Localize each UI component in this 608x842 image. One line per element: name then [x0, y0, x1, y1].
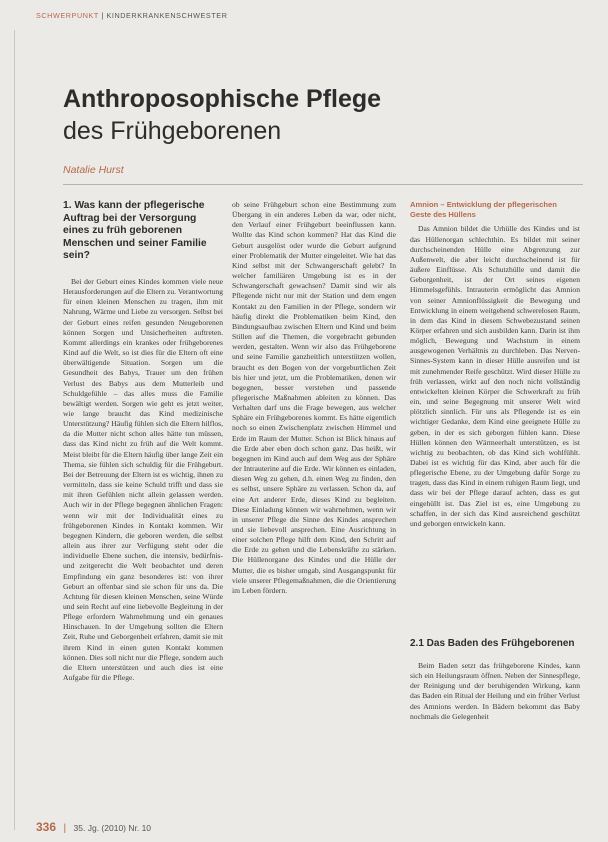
text-column-1 [63, 200, 223, 800]
article-title-line2: des Frühgeborenen [63, 117, 282, 145]
question-heading: 1. Was kann der pflegerische Auftrag bei der Versorgung eines zu früh geborenen Menschen und seiner Familie sein? [63, 200, 207, 262]
text-column-2 [232, 200, 396, 800]
page-footer [36, 818, 151, 832]
header-separator: | [101, 11, 107, 20]
column3-body: Das Amnion bildet die Urhülle des Kindes und ist das Hüllenorgan schlechthin. Es bildet mit seiner durchscheinenden Hülle eine Abgrenzung zur Außenwelt, die aber leicht durchscheinend ist für äußere Einflüsse. Als Schutzhülle und damit die Geborgenheit, ist der Ort seines eigenen Himmelsgefühls. Intrauterin ermöglicht das Amnion von seiner Amnionflüssigkeit die Bewegung und Entwicklung in einem weitgehend schwerelosen Raum, in dem das Kind in diesem Schwebezustand seinen Körper erfahren und sich ausbilden kann. Darin ist ihm möglich, Bewegung und Wachstum in einem ausgewogenen Verhältnis zu durchleben. Das Nerven-Sinnes-System kann in dieser Hülle ausreifen und ist mit zunehmender Reife geschützt. Wird dieser Hülle zu früh verlassen, wirkt auf den noch nicht vollständig entwickelten kleinen Körper die Schwerkraft zu früh ein, und seine Begegnung mit unserer Welt wird plötzlich sinnlich. Für uns als Pflegende ist es ein wichtiger Gedanke, dem Kind eine geeignete Hülle zu geben, in der es sich geborgen fühlen kann. Diese Hüllen können den Wärmeerhalt unterstützen, es ist wichtig zu beobachten, ob das Kind sich wohlfühlt. Dabei ist es wichtig für das Kind, aber auch für die pflegerische Ebene, zu der Umgebung dafür Sorge zu tragen, dass das Kind in einem ruhigen Raum liegt, und dass wir bei der Pflege darauf achten, dass es gut eingehüllt ist. Das Ziel ist es, eine Umgebung zu schaffen, in der sich das Kind ausreichend geschützt und geborgen entwickeln kann. [410, 224, 580, 528]
article-title-line1: Anthroposophische Pflege [63, 85, 382, 113]
article-author: Natalie Hurst [63, 164, 124, 176]
column2-body: ob seine Frühgeburt schon eine Bestimmung zum Übergang in ein anderes Leben da war, oder nicht, den Verlauf einer Frühgeburt beeinflussen kann. Wollte das Kind schon kommen? Hat das Kind die Geburt ausgelöst oder wurde die Geburt aufgrund einer Problematik der Mutter eingeleitet. Wie hat das Kind selbst mit der Schwangerschaft gelebt? In welcher familiären Umgebung ist es in der Schwangerschaft gewachsen? Damit sind wir als Pflegende nicht nur mit der Station und dem engen Kontakt zu den Familien in der Pflege, sondern wir häufig direkt die Problematiken beim Kind, den Bindungsaufbau zwischen Eltern und Kind und beim Stillen auf die Themen, die vorgebracht gebunden werden, gestalten. Wenn wir also das Frühgeborene und seine Familie ganzheitlich unterstützen wollen, braucht es den Bogen von der vorgeburtlichen Zeit bis hier und jetzt, um die Problematiken, denen wir begegnen, besser verstehen und passende pflegerische Maßnahmen ableiten zu können. Das Verhalten darf uns die Frage bewegen, aus welcher Sphäre ein Frühgeborenes kommt. Es hätte eigentlich noch so einen Zwischenplatz zwischen Himmel und Erde im Raum der Mutter. Schon ist Blick hinaus auf die Erde aber eben doch schon ganz. Das heißt, wir begegnen im Kind auch auf dem Weg aus der Sphäre der Intrauterine auf die Erde. Wir können es einladen, diesen Weg zu gehen, d.h. einen Weg zu finden, den es selbst, unsere Sphäre zu verlassen. Schon da, auf eine Art anderer Erde, dieses Kind zu begleiten. Diese Einladung können wir wahrnehmen, wenn wir in unserer Pflege die Sinne des Kindes ansprechen und sie liebevoll ansprechen. Eine Ausrichtung in einer solchen Pflege hilft dem Kind, den Schritt auf die Erde zu gehen und die Lebenskräfte zu stärken. Die Hüllenorgane des Kindes und die Hülle der Mutter, die es bisher umgab, sind Ausgangspunkt für viele unserer Pflegemaßnahmen, die die Orientierung im Leben fördern. [232, 200, 396, 595]
title-divider [63, 184, 583, 185]
margin-rule [14, 30, 15, 830]
column1-body: Bei der Geburt eines Kindes kommen viele neue Herausforderungen auf die Eltern zu. Verantwortung für einen kleinen Menschen zu tragen, ihm mit Nahrung, Wärme und Liebe zu versorgen. Selbst bei der Geburt eines reifen gesunden Neugeborenen können Sorgen und Unsicherheiten auftreten. Kommt allerdings ein krankes oder frühgeborenes Kind auf die Welt, so ist dies für die Eltern oft eine überwältigende Situation. Sorgen um die Gesundheit des Babys, Trauer um den frühen Verlust des Babys aus dem Mutterleib und Schuldgefühle – das alles muss die Familie bewältigt werden. Sorgen wie geht es jetzt weiter, wie lange braucht das Kind medizinische Unterstützung? Häufig fühlen sich die Eltern hilflos, da die Mutter nicht schon alles hätte tun müssen, dass das Kind nicht zu früh auf die Welt kommt. Meist bleibt für die Eltern häufig über lange Zeit ein Thema, sie fühlen sich schuldig für die Frühgeburt. Bei der Betreuung der Eltern ist es wichtig, ihnen zu vermitteln, dass sie keine Schuld trifft und dass sie mit ihren Gefühlen nicht allein gelassen werden. Auch wir in der Pflege begegnen ähnlichen Fragen: wenn wir mit der Individualität eines zu frühgeborenen Kindes in Kontakt kommen. Wir begegnen Kindern, die geboren werden, die selbst allein aus ihrer zur Verfügung steht oder die individuelle Ebene suchen, die intensiv, bedürfnis- und zeitgerecht die Welt beobachtet und deren Empfindung ein ganz besonderes ist: von ihrer Geburt an offenbar sind sie schon für uns da. Die Achtung für diesen kleinen Menschen, seine Würde und sein Recht auf eine liebevolle Begleitung in der Pflege erfordern Wahrnehmung und ein genaues Hinschauen. In der Umgebung sollten die Eltern Zeit, Ruhe und Geborgenheit erfahren, damit sie mit ihrem Kind in einen guten Kontakt kommen können. Dies soll nicht nur die Pflege, sondern auch die Eltern unterstützen und auch dies ist eine Aufgabe für die Pflege. [63, 276, 223, 683]
header-topic: KINDERKRANKENSCHWESTER [106, 11, 228, 20]
footer-separator: | [63, 823, 67, 834]
journal-citation: 35. Jg. (2010) Nr. 10 [73, 823, 152, 833]
page-number: 336 [36, 820, 57, 834]
text-column-3 [410, 200, 580, 800]
running-header [36, 11, 576, 25]
header-section: SCHWERPUNKT [36, 11, 99, 20]
amnion-subheading: Amnion – Entwicklung der pflegerischen Geste des Hüllens [410, 200, 557, 220]
column3-body-b: Beim Baden setzt das frühgeborene Kindes, kann sich ein Heilungsraum öffnen. Neben der Sinnespflege, der Reinigung und der beruhigenden Wirkung, kann das Baden ein Ritual der Heilung und ein früher Verlust des Amnions werden. In Bädern bekommt das Baby nochmals die Gelegenheit [410, 660, 580, 721]
section-heading-baden: 2.1 Das Baden des Frühgeborenen [410, 638, 575, 650]
